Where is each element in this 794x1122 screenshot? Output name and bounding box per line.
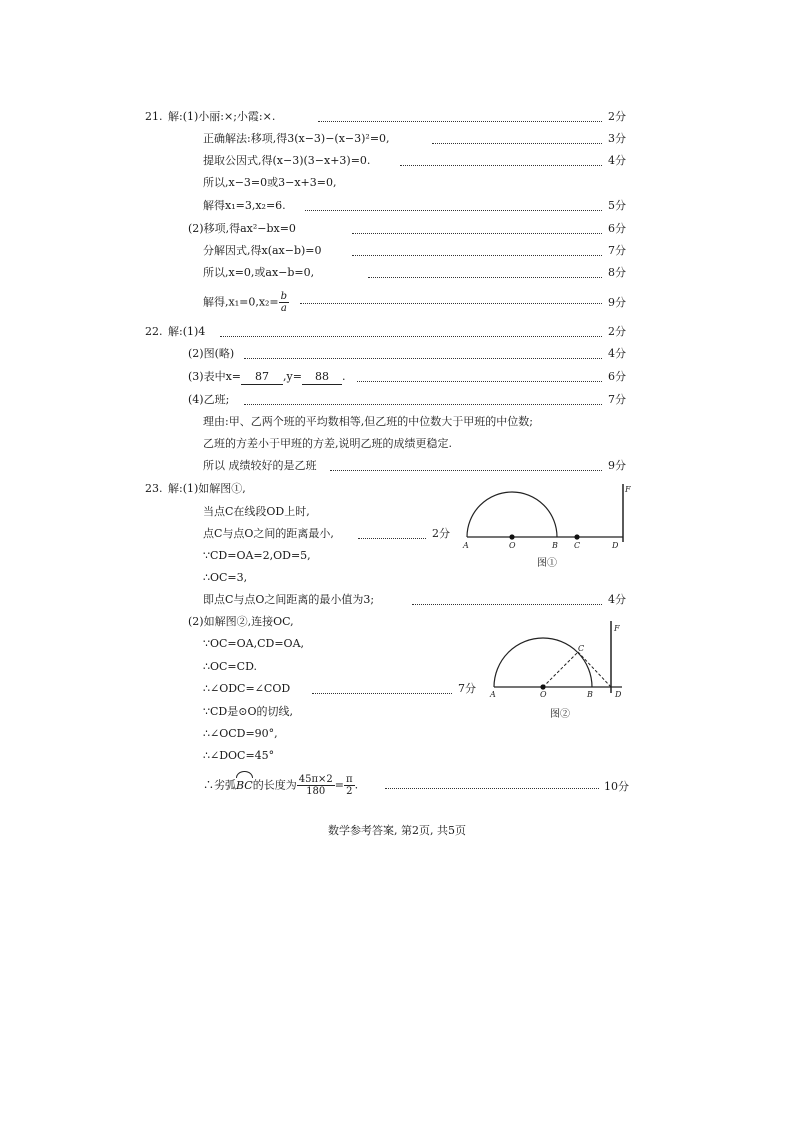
q22-line3-middle: ,y= (283, 370, 302, 383)
q21-score5: 5分 (608, 199, 626, 212)
q23-line7: (2)如解图②,连接OC, (188, 615, 294, 628)
dot-leader (400, 165, 602, 166)
dot-leader (357, 381, 602, 382)
q23-line1: 解:(1)如解图①, (168, 482, 246, 495)
q21-score1: 2分 (608, 110, 626, 123)
q22-line4: (4)乙班; (188, 393, 230, 406)
dot-leader (244, 358, 602, 359)
q21-line7: 分解因式,得x(ax−b)=0 (203, 244, 322, 257)
q23-line5: ∴OC=3, (203, 571, 248, 584)
figure-1-caption: 图① (537, 558, 557, 569)
figure-2-caption: 图② (550, 709, 570, 720)
q22-score3: 6分 (608, 370, 626, 383)
label-f: F (625, 485, 631, 494)
point-c (574, 534, 579, 539)
label-d: D (615, 690, 622, 699)
q22-line3-suffix: . (341, 370, 346, 383)
q23-line14-suffix: . (354, 778, 359, 792)
q23-line14 (203, 774, 358, 797)
q22-line2: (2)图(略) (188, 347, 235, 360)
point-o (540, 684, 545, 689)
dot-leader (352, 233, 602, 234)
q23-line14-middle: 的长度为 (252, 778, 297, 792)
q21-score8: 8分 (608, 266, 626, 279)
fraction-1-denominator: 180 (306, 786, 326, 797)
figure-2 (482, 615, 632, 720)
q23-score6: 4分 (608, 593, 626, 606)
q21-line9-text: 解得,x₁=0,x₂= (203, 295, 279, 309)
q23-line12: ∴∠OCD=90°, (203, 727, 278, 740)
q23-line6: 即点C与点O之间距离的最小值为3; (203, 593, 375, 606)
q22-score2: 4分 (608, 347, 626, 360)
q22-line5: 理由:甲、乙两个班的平均数相等,但乙班的中位数大于甲班的中位数; (203, 415, 533, 428)
q23-line10: ∴∠ODC=∠COD (203, 682, 291, 695)
dot-leader (244, 404, 602, 405)
fraction (279, 291, 289, 314)
fraction-2 (344, 774, 355, 797)
q21-line2: 正确解法:移项,得3(x−3)−(x−3)²=0, (203, 132, 390, 145)
q21-score3: 4分 (608, 154, 626, 167)
q21-line9 (203, 291, 289, 314)
q21-line3: 提取公因式,得(x−3)(3−x+3)=0. (203, 154, 371, 167)
label-c: C (574, 541, 581, 550)
dot-leader (358, 538, 426, 539)
label-d: D (612, 541, 619, 550)
dot-leader (385, 788, 599, 789)
q23-line11: ∵CD是⊙O的切线, (203, 705, 293, 718)
blank-y: 88 (302, 370, 342, 385)
dot-leader (352, 255, 602, 256)
dot-leader (300, 303, 602, 304)
q23-line9: ∴OC=CD. (203, 660, 257, 673)
q21-score9: 9分 (608, 296, 626, 309)
q22-line7: 所以 成绩较好的是乙班 (203, 459, 317, 472)
dot-leader (368, 277, 602, 278)
q23-line14-prefix: ∴劣弧 (203, 778, 236, 792)
q23-line4: ∵CD=OA=2,OD=5, (203, 549, 311, 562)
fraction-1 (297, 774, 335, 797)
equals-sign: = (334, 778, 344, 792)
label-f: F (614, 624, 620, 633)
arc-bc: BC (236, 775, 253, 797)
q21-line8: 所以,x=0,或ax−b=0, (203, 266, 315, 279)
figure-1 (455, 478, 635, 573)
q23-line8: ∵OC=OA,CD=OA, (203, 637, 305, 650)
q22-line3-prefix: (3)表中x= (188, 370, 242, 383)
fraction-1-numerator: 45π×2 (298, 774, 333, 785)
q23-line3: 点C与点O之间的距离最小, (203, 527, 334, 540)
label-a: A (490, 690, 496, 699)
dot-leader (305, 210, 602, 211)
q22-line3 (188, 370, 345, 385)
q22-score4: 7分 (608, 393, 626, 406)
dot-leader (318, 121, 602, 122)
q22-score7: 9分 (608, 459, 626, 472)
dot-leader (432, 143, 602, 144)
blank-x: 87 (241, 370, 283, 385)
q23-score14: 10分 (604, 780, 629, 793)
label-o: O (540, 690, 547, 699)
q23-score10: 7分 (458, 682, 476, 695)
q21-line6: (2)移项,得ax²−bx=0 (188, 222, 296, 235)
q21-score2: 3分 (608, 132, 626, 145)
q21-line4: 所以,x−3=0或3−x+3=0, (203, 176, 337, 189)
label-b: B (552, 541, 558, 550)
q22-line1: 解:(1)4 (168, 325, 206, 338)
fraction-denominator: a (280, 303, 287, 314)
dot-leader (312, 693, 452, 694)
fraction-2-denominator: 2 (346, 786, 353, 797)
page-footer: 数学参考答案, 第2页, 共5页 (328, 824, 466, 837)
q21-number: 21. (145, 110, 163, 123)
fraction-2-numerator: π (345, 774, 353, 785)
q22-line6: 乙班的方差小于甲班的方差,说明乙班的成绩更稳定. (203, 437, 452, 450)
q21-line1: 解:(1)小丽:×;小霞:×. (168, 110, 276, 123)
label-a: A (463, 541, 469, 550)
label-b: B (587, 690, 593, 699)
q22-number: 22. (145, 325, 163, 338)
q23-line2: 当点C在线段OD上时, (203, 505, 310, 518)
q21-line5: 解得x₁=3,x₂=6. (203, 199, 286, 212)
q21-score7: 7分 (608, 244, 626, 257)
label-c: C (578, 644, 585, 653)
label-o: O (509, 541, 516, 550)
dot-leader (412, 604, 602, 605)
point-o (509, 534, 514, 539)
q23-line13: ∴∠DOC=45° (203, 749, 275, 762)
dot-leader (330, 470, 602, 471)
q23-number: 23. (145, 482, 163, 495)
dot-leader (220, 336, 602, 337)
q22-score1: 2分 (608, 325, 626, 338)
q23-score3: 2分 (432, 527, 450, 540)
fraction-numerator: b (280, 291, 288, 302)
q21-score6: 6分 (608, 222, 626, 235)
